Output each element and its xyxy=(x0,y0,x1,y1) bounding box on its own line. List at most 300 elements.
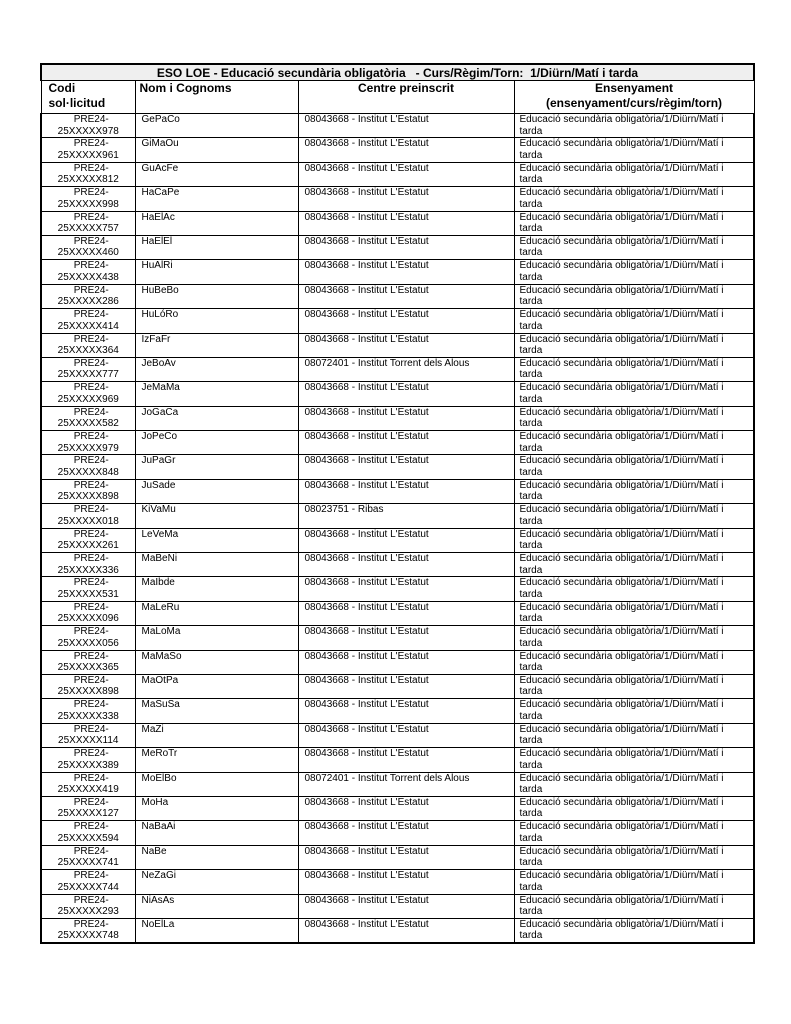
ens-part2: tarda xyxy=(519,735,543,747)
cell-centre: 08043668 - Institut L'Estatut xyxy=(298,650,514,674)
table-row xyxy=(41,845,754,869)
ens-part2: tarda xyxy=(519,588,543,600)
ens-part1: Educació secundària obligatòria/1/Diürn/Matí i xyxy=(519,235,724,247)
ens-part1: Educació secundària obligatòria/1/Diürn/Matí i xyxy=(519,845,724,857)
cell-ensenyament xyxy=(514,114,754,138)
codi-part1: PRE24- xyxy=(73,431,109,443)
codi-part1: PRE24- xyxy=(73,235,109,247)
cell-nom: JeBoAv xyxy=(135,357,298,381)
codi-part2: 25XXXXX096 xyxy=(57,613,119,625)
cell-codi xyxy=(41,723,135,747)
cell-codi xyxy=(41,357,135,381)
table-row xyxy=(41,162,754,186)
codi-part2: 25XXXXX389 xyxy=(57,759,119,771)
table-row xyxy=(41,504,754,528)
table-row xyxy=(41,235,754,259)
cell-nom: JuSade xyxy=(135,479,298,503)
ens-part2: tarda xyxy=(519,296,543,308)
codi-part1: PRE24- xyxy=(73,504,109,516)
cell-nom: JoGaCa xyxy=(135,406,298,430)
table-row xyxy=(41,723,754,747)
cell-nom: LeVeMa xyxy=(135,528,298,552)
cell-nom: MaBeNi xyxy=(135,553,298,577)
ens-part1: Educació secundària obligatòria/1/Diürn/Matí i xyxy=(519,577,724,589)
ens-part2: tarda xyxy=(519,710,543,722)
cell-codi xyxy=(41,504,135,528)
header-ensenyament xyxy=(514,81,754,114)
cell-ensenyament xyxy=(514,138,754,162)
cell-centre: 08043668 - Institut L'Estatut xyxy=(298,870,514,894)
cell-ensenyament xyxy=(514,845,754,869)
codi-part2: 25XXXXX961 xyxy=(57,149,119,161)
ens-part1: Educació secundària obligatòria/1/Diürn/Matí i xyxy=(519,699,724,711)
ens-part2: tarda xyxy=(519,174,543,186)
cell-nom: JuPaGr xyxy=(135,455,298,479)
cell-codi xyxy=(41,674,135,698)
cell-centre: 08043668 - Institut L'Estatut xyxy=(298,748,514,772)
cell-centre: 08072401 - Institut Torrent dels Alous xyxy=(298,772,514,796)
ens-part2: tarda xyxy=(519,857,543,869)
cell-centre: 08043668 - Institut L'Estatut xyxy=(298,723,514,747)
cell-codi xyxy=(41,309,135,333)
table-row xyxy=(41,382,754,406)
ens-part2: tarda xyxy=(519,906,543,917)
table-row xyxy=(41,626,754,650)
ens-part1: Educació secundària obligatòria/1/Diürn/Matí i xyxy=(519,918,724,930)
cell-nom: NaBaAi xyxy=(135,821,298,845)
ens-part2: tarda xyxy=(519,320,543,332)
cell-nom: NoElLa xyxy=(135,918,298,943)
cell-centre: 08043668 - Institut L'Estatut xyxy=(298,796,514,820)
cell-nom: NeZaGi xyxy=(135,870,298,894)
header-row xyxy=(41,81,754,114)
codi-part2: 25XXXXX127 xyxy=(57,808,119,820)
cell-nom: JeMaMa xyxy=(135,382,298,406)
table-row xyxy=(41,431,754,455)
codi-part1: PRE24- xyxy=(73,674,109,686)
codi-part1: PRE24- xyxy=(73,626,109,638)
cell-nom: MaLeRu xyxy=(135,601,298,625)
cell-codi xyxy=(41,650,135,674)
codi-part2: 25XXXXX293 xyxy=(57,906,119,917)
codi-part2: 25XXXXX594 xyxy=(57,832,119,844)
cell-nom: JoPeCo xyxy=(135,431,298,455)
cell-ensenyament xyxy=(514,772,754,796)
codi-part1: PRE24- xyxy=(73,455,109,467)
ens-part1: Educació secundària obligatòria/1/Diürn/Matí i xyxy=(519,723,724,735)
cell-centre: 08043668 - Institut L'Estatut xyxy=(298,260,514,284)
cell-ensenyament xyxy=(514,528,754,552)
table-row xyxy=(41,309,754,333)
ens-part2: tarda xyxy=(519,784,543,796)
ens-part1: Educació secundària obligatòria/1/Diürn/Matí i xyxy=(519,333,724,345)
cell-codi xyxy=(41,114,135,138)
table-row xyxy=(41,211,754,235)
document-page xyxy=(40,63,753,944)
ens-part2: tarda xyxy=(519,149,543,161)
ens-part1: Educació secundària obligatòria/1/Diürn/Matí i xyxy=(519,601,724,613)
header-codi-line2: sol·licitud xyxy=(48,96,106,110)
table-row xyxy=(41,284,754,308)
ens-part2: tarda xyxy=(519,564,543,576)
codi-part1: PRE24- xyxy=(73,796,109,808)
ens-part2: tarda xyxy=(519,223,543,235)
cell-codi xyxy=(41,406,135,430)
cell-codi xyxy=(41,626,135,650)
cell-nom: HaCaPe xyxy=(135,187,298,211)
ens-part1: Educació secundària obligatòria/1/Diürn/Matí i xyxy=(519,406,724,418)
cell-ensenyament xyxy=(514,626,754,650)
cell-codi xyxy=(41,333,135,357)
cell-nom: NiAsAs xyxy=(135,894,298,918)
cell-ensenyament xyxy=(514,748,754,772)
cell-ensenyament xyxy=(514,601,754,625)
cell-codi xyxy=(41,699,135,723)
cell-codi xyxy=(41,528,135,552)
cell-nom: HuAlRi xyxy=(135,260,298,284)
cell-centre: 08043668 - Institut L'Estatut xyxy=(298,235,514,259)
cell-ensenyament xyxy=(514,455,754,479)
cell-nom: KiVaMu xyxy=(135,504,298,528)
cell-nom: MaMaSo xyxy=(135,650,298,674)
ens-part2: tarda xyxy=(519,540,543,552)
cell-codi xyxy=(41,284,135,308)
cell-centre: 08043668 - Institut L'Estatut xyxy=(298,699,514,723)
cell-centre: 08043668 - Institut L'Estatut xyxy=(298,284,514,308)
ens-part2: tarda xyxy=(519,613,543,625)
ens-part2: tarda xyxy=(519,125,543,137)
cell-codi xyxy=(41,455,135,479)
codi-part2: 25XXXXX056 xyxy=(57,637,119,649)
ens-part1: Educació secundària obligatòria/1/Diürn/Matí i xyxy=(519,357,724,369)
table-row xyxy=(41,114,754,138)
codi-part1: PRE24- xyxy=(73,211,109,223)
cell-codi xyxy=(41,748,135,772)
cell-centre: 08043668 - Institut L'Estatut xyxy=(298,309,514,333)
codi-part1: PRE24- xyxy=(73,821,109,833)
ens-part1: Educació secundària obligatòria/1/Diürn/Matí i xyxy=(519,431,724,443)
cell-nom: GePaCo xyxy=(135,114,298,138)
codi-part2: 25XXXXX898 xyxy=(57,686,119,698)
codi-part2: 25XXXXX261 xyxy=(57,540,119,552)
codi-part2: 25XXXXX460 xyxy=(57,247,119,259)
cell-nom: HuLóRo xyxy=(135,309,298,333)
cell-centre: 08043668 - Institut L'Estatut xyxy=(298,479,514,503)
ens-part1: Educació secundària obligatòria/1/Diürn/Matí i xyxy=(519,504,724,516)
cell-codi xyxy=(41,601,135,625)
ens-part2: tarda xyxy=(519,808,543,820)
ens-part1: Educació secundària obligatòria/1/Diürn/Matí i xyxy=(519,309,724,321)
ens-part2: tarda xyxy=(519,662,543,674)
cell-codi xyxy=(41,382,135,406)
codi-part1: PRE24- xyxy=(73,577,109,589)
codi-part1: PRE24- xyxy=(73,870,109,882)
codi-part2: 25XXXXX419 xyxy=(57,784,119,796)
table-row xyxy=(41,187,754,211)
codi-part2: 25XXXXX748 xyxy=(57,930,119,942)
ens-part2: tarda xyxy=(519,247,543,259)
ens-part1: Educació secundària obligatòria/1/Diürn/Matí i xyxy=(519,528,724,540)
cell-ensenyament xyxy=(514,333,754,357)
table-title: ESO LOE - Educació secundària obligatòria - Curs/Règim/Torn: 1/Diürn/Matí i tarda xyxy=(41,64,754,81)
ens-part1: Educació secundària obligatòria/1/Diürn/Matí i xyxy=(519,114,724,125)
cell-ensenyament xyxy=(514,284,754,308)
codi-part1: PRE24- xyxy=(73,138,109,150)
ens-part2: tarda xyxy=(519,832,543,844)
header-codi xyxy=(41,81,135,114)
cell-centre: 08043668 - Institut L'Estatut xyxy=(298,626,514,650)
codi-part1: PRE24- xyxy=(73,748,109,760)
codi-part1: PRE24- xyxy=(73,357,109,369)
table-row xyxy=(41,650,754,674)
ens-part1: Educació secundària obligatòria/1/Diürn/Matí i xyxy=(519,455,724,467)
cell-nom: MaIbde xyxy=(135,577,298,601)
ens-part1: Educació secundària obligatòria/1/Diürn/Matí i xyxy=(519,626,724,638)
ens-part1: Educació secundària obligatòria/1/Diürn/Matí i xyxy=(519,553,724,565)
codi-part2: 25XXXXX848 xyxy=(57,466,119,478)
ens-part1: Educació secundària obligatòria/1/Diürn/Matí i xyxy=(519,162,724,174)
cell-nom: HaElEl xyxy=(135,235,298,259)
ens-part1: Educació secundària obligatòria/1/Diürn/Matí i xyxy=(519,796,724,808)
codi-part1: PRE24- xyxy=(73,114,109,125)
cell-ensenyament xyxy=(514,309,754,333)
codi-part2: 25XXXXX744 xyxy=(57,881,119,893)
codi-part1: PRE24- xyxy=(73,894,109,906)
ens-part1: Educació secundària obligatòria/1/Diürn/Matí i xyxy=(519,650,724,662)
cell-ensenyament xyxy=(514,674,754,698)
cell-ensenyament xyxy=(514,162,754,186)
cell-codi xyxy=(41,138,135,162)
codi-part1: PRE24- xyxy=(73,382,109,394)
cell-codi xyxy=(41,431,135,455)
cell-ensenyament xyxy=(514,553,754,577)
ens-part2: tarda xyxy=(519,369,543,381)
ens-part1: Educació secundària obligatòria/1/Diürn/Matí i xyxy=(519,187,724,199)
cell-codi xyxy=(41,577,135,601)
cell-nom: MaOtPa xyxy=(135,674,298,698)
ens-part1: Educació secundària obligatòria/1/Diürn/Matí i xyxy=(519,772,724,784)
codi-part2: 25XXXXX812 xyxy=(57,174,119,186)
table-body xyxy=(41,114,754,944)
ens-part2: tarda xyxy=(519,759,543,771)
cell-ensenyament xyxy=(514,894,754,918)
cell-centre: 08043668 - Institut L'Estatut xyxy=(298,674,514,698)
table-row xyxy=(41,357,754,381)
cell-nom: HuBeBo xyxy=(135,284,298,308)
header-nom: Nom i Cognoms xyxy=(135,81,298,114)
cell-ensenyament xyxy=(514,723,754,747)
table-row xyxy=(41,333,754,357)
table-row xyxy=(41,455,754,479)
ens-part2: tarda xyxy=(519,442,543,454)
ens-part1: Educació secundària obligatòria/1/Diürn/Matí i xyxy=(519,748,724,760)
cell-ensenyament xyxy=(514,504,754,528)
cell-ensenyament xyxy=(514,650,754,674)
cell-centre: 08043668 - Institut L'Estatut xyxy=(298,528,514,552)
cell-nom: MaSuSa xyxy=(135,699,298,723)
codi-part1: PRE24- xyxy=(73,845,109,857)
cell-codi xyxy=(41,162,135,186)
cell-nom: MoElBo xyxy=(135,772,298,796)
ens-part1: Educació secundària obligatòria/1/Diürn/Matí i xyxy=(519,211,724,223)
ens-part2: tarda xyxy=(519,491,543,503)
cell-centre: 08043668 - Institut L'Estatut xyxy=(298,333,514,357)
table-row xyxy=(41,260,754,284)
cell-centre: 08043668 - Institut L'Estatut xyxy=(298,406,514,430)
cell-ensenyament xyxy=(514,821,754,845)
codi-part2: 25XXXXX414 xyxy=(57,320,119,332)
codi-part2: 25XXXXX582 xyxy=(57,418,119,430)
table-row xyxy=(41,601,754,625)
cell-ensenyament xyxy=(514,357,754,381)
codi-part2: 25XXXXX741 xyxy=(57,857,119,869)
cell-centre: 08043668 - Institut L'Estatut xyxy=(298,431,514,455)
ens-part2: tarda xyxy=(519,198,543,210)
cell-nom: MaLoMa xyxy=(135,626,298,650)
codi-part2: 25XXXXX898 xyxy=(57,491,119,503)
codi-part1: PRE24- xyxy=(73,601,109,613)
cell-ensenyament xyxy=(514,187,754,211)
cell-ensenyament xyxy=(514,431,754,455)
header-ens-line2: (ensenyament/curs/règim/torn) xyxy=(545,96,723,110)
ens-part1: Educació secundària obligatòria/1/Diürn/Matí i xyxy=(519,479,724,491)
table-row xyxy=(41,772,754,796)
cell-codi xyxy=(41,845,135,869)
cell-nom: GiMaOu xyxy=(135,138,298,162)
codi-part1: PRE24- xyxy=(73,479,109,491)
codi-part2: 25XXXXX114 xyxy=(58,735,119,747)
cell-centre: 08043668 - Institut L'Estatut xyxy=(298,894,514,918)
table-row xyxy=(41,674,754,698)
table-row xyxy=(41,918,754,943)
codi-part2: 25XXXXX978 xyxy=(57,125,119,137)
codi-part2: 25XXXXX531 xyxy=(57,588,119,600)
ens-part2: tarda xyxy=(519,881,543,893)
cell-ensenyament xyxy=(514,918,754,943)
codi-part1: PRE24- xyxy=(73,772,109,784)
cell-centre: 08043668 - Institut L'Estatut xyxy=(298,211,514,235)
codi-part2: 25XXXXX998 xyxy=(57,198,119,210)
cell-codi xyxy=(41,553,135,577)
cell-ensenyament xyxy=(514,211,754,235)
ens-part2: tarda xyxy=(519,466,543,478)
codi-part1: PRE24- xyxy=(73,918,109,930)
table-row xyxy=(41,796,754,820)
cell-ensenyament xyxy=(514,479,754,503)
cell-codi xyxy=(41,479,135,503)
cell-ensenyament xyxy=(514,870,754,894)
cell-nom: HaElAc xyxy=(135,211,298,235)
ens-part2: tarda xyxy=(519,393,543,405)
codi-part2: 25XXXXX336 xyxy=(57,564,119,576)
ens-part2: tarda xyxy=(519,418,543,430)
codi-part1: PRE24- xyxy=(73,187,109,199)
ens-part2: tarda xyxy=(519,345,543,357)
table-row xyxy=(41,528,754,552)
cell-ensenyament xyxy=(514,796,754,820)
codi-part2: 25XXXXX757 xyxy=(57,223,119,235)
codi-part1: PRE24- xyxy=(73,699,109,711)
cell-codi xyxy=(41,211,135,235)
codi-part1: PRE24- xyxy=(73,553,109,565)
codi-part2: 25XXXXX364 xyxy=(57,345,119,357)
codi-part2: 25XXXXX438 xyxy=(57,271,119,283)
cell-codi xyxy=(41,235,135,259)
table-row xyxy=(41,553,754,577)
cell-nom: GuAcFe xyxy=(135,162,298,186)
codi-part1: PRE24- xyxy=(73,650,109,662)
header-centre: Centre preinscrit xyxy=(298,81,514,114)
table-row xyxy=(41,748,754,772)
codi-part2: 25XXXXX365 xyxy=(57,662,119,674)
codi-part1: PRE24- xyxy=(73,528,109,540)
table-row xyxy=(41,479,754,503)
ens-part1: Educació secundària obligatòria/1/Diürn/Matí i xyxy=(519,674,724,686)
ens-part1: Educació secundària obligatòria/1/Diürn/Matí i xyxy=(519,382,724,394)
cell-centre: 08043668 - Institut L'Estatut xyxy=(298,187,514,211)
cell-centre: 08043668 - Institut L'Estatut xyxy=(298,162,514,186)
header-ens-line1: Ensenyament xyxy=(594,81,674,95)
table-row xyxy=(41,699,754,723)
codi-part2: 25XXXXX286 xyxy=(57,296,119,308)
cell-codi xyxy=(41,187,135,211)
ens-part1: Educació secundària obligatòria/1/Diürn/Matí i xyxy=(519,821,724,833)
ens-part1: Educació secundària obligatòria/1/Diürn/Matí i xyxy=(519,138,724,150)
table-row xyxy=(41,821,754,845)
cell-centre: 08043668 - Institut L'Estatut xyxy=(298,382,514,406)
cell-ensenyament xyxy=(514,406,754,430)
cell-centre: 08043668 - Institut L'Estatut xyxy=(298,845,514,869)
cell-nom: IzFaFr xyxy=(135,333,298,357)
table-row xyxy=(41,406,754,430)
ens-part1: Educació secundària obligatòria/1/Diürn/Matí i xyxy=(519,870,724,882)
codi-part1: PRE24- xyxy=(73,309,109,321)
cell-ensenyament xyxy=(514,260,754,284)
header-codi-line1: Codi xyxy=(48,81,76,95)
cell-ensenyament xyxy=(514,235,754,259)
ens-part1: Educació secundària obligatòria/1/Diürn/Matí i xyxy=(519,260,724,272)
cell-nom: MeRoTr xyxy=(135,748,298,772)
cell-centre: 08043668 - Institut L'Estatut xyxy=(298,918,514,943)
cell-nom: MaZi xyxy=(135,723,298,747)
codi-part1: PRE24- xyxy=(73,284,109,296)
ens-part1: Educació secundària obligatòria/1/Diürn/Matí i xyxy=(519,284,724,296)
table-row xyxy=(41,577,754,601)
table-row xyxy=(41,870,754,894)
cell-codi xyxy=(41,821,135,845)
cell-centre: 08043668 - Institut L'Estatut xyxy=(298,821,514,845)
table-row xyxy=(41,894,754,918)
cell-nom: NaBe xyxy=(135,845,298,869)
ens-part2: tarda xyxy=(519,637,543,649)
codi-part2: 25XXXXX777 xyxy=(57,369,119,381)
ens-part2: tarda xyxy=(519,930,543,942)
codi-part1: PRE24- xyxy=(73,333,109,345)
ens-part1: Educació secundària obligatòria/1/Diürn/Matí i xyxy=(519,894,724,906)
codi-part2: 25XXXXX979 xyxy=(57,442,119,454)
cell-centre: 08043668 - Institut L'Estatut xyxy=(298,114,514,138)
cell-ensenyament xyxy=(514,699,754,723)
applications-table xyxy=(40,63,755,944)
cell-centre: 08043668 - Institut L'Estatut xyxy=(298,138,514,162)
cell-centre: 08072401 - Institut Torrent dels Alous xyxy=(298,357,514,381)
cell-codi xyxy=(41,894,135,918)
table-row xyxy=(41,138,754,162)
cell-codi xyxy=(41,870,135,894)
cell-centre: 08043668 - Institut L'Estatut xyxy=(298,577,514,601)
cell-centre: 08023751 - Ribas xyxy=(298,504,514,528)
cell-centre: 08043668 - Institut L'Estatut xyxy=(298,601,514,625)
